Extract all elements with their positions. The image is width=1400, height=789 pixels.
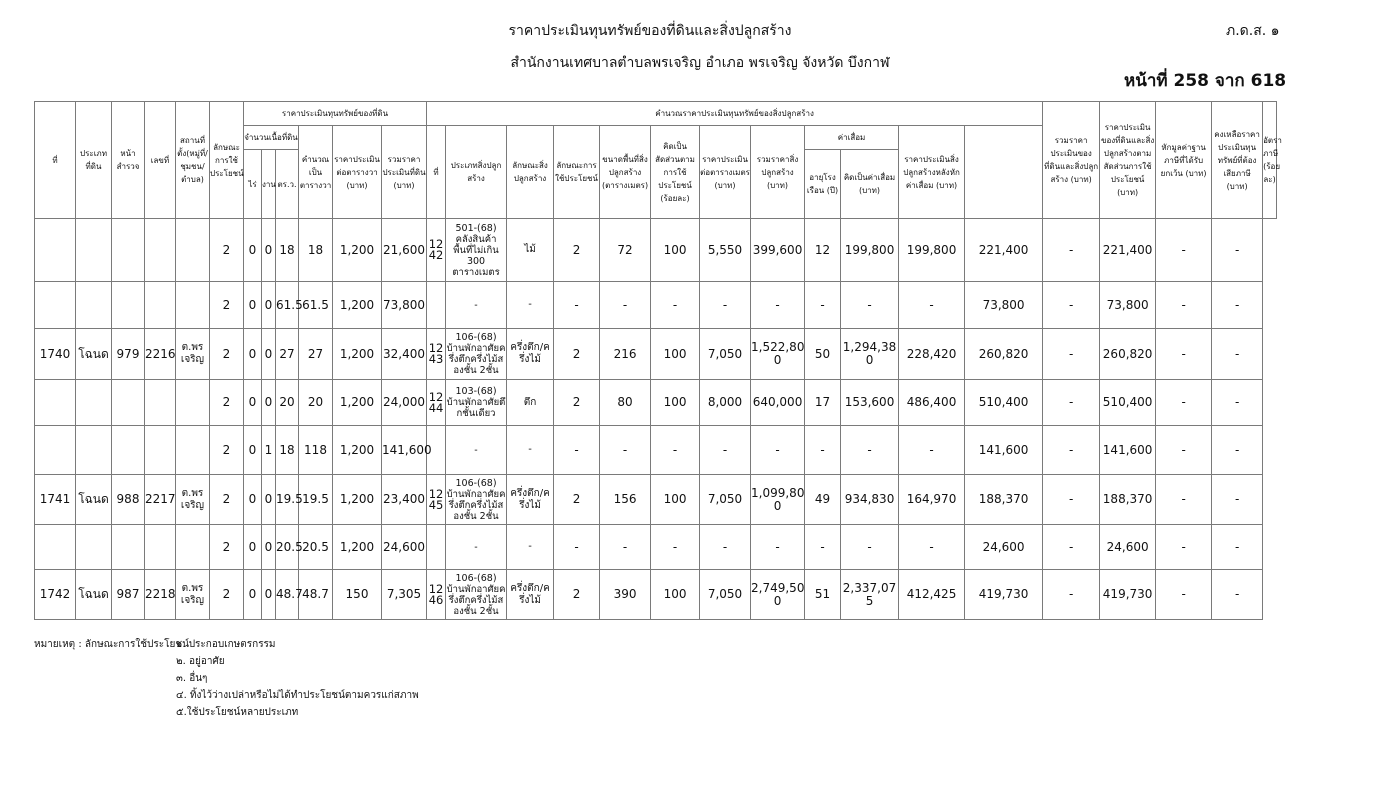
cell-tax-rate: -	[1212, 475, 1263, 525]
cell-building-size: -	[600, 426, 651, 475]
header-building-no: ที่	[427, 126, 446, 219]
cell-land-total: 21,600	[382, 219, 427, 282]
footnote-item: ๔. ทิ้งไว้ว่างเปล่าหรือไม่ได้ทำประโยชน์ตามควรแก่สภาพ	[176, 690, 419, 701]
cell-building-price-m2: 7,050	[700, 475, 751, 525]
cell-tax-rate: -	[1212, 426, 1263, 475]
header-taxable: คงเหลือราคาประเมินทุนทรัพย์ที่ต้องเสียภาษี (บาท)	[1212, 102, 1263, 219]
cell-land-use: 2	[210, 219, 244, 282]
header-survey-page: หน้าสำรวจ	[112, 102, 145, 219]
footnote-lead: หมายเหตุ : ลักษณะการใช้ประโยชน์	[34, 639, 189, 650]
table-row	[35, 525, 1277, 570]
cell-building-total: 1,099,80 0	[751, 475, 805, 525]
cell-total-value: 141,600	[965, 426, 1043, 475]
cell-taxable: -	[1156, 329, 1212, 380]
cell-total-value: 188,370	[965, 475, 1043, 525]
cell-deduction: 24,600	[1100, 525, 1156, 570]
cell-taxable: -	[1156, 475, 1212, 525]
cell-sq-wa-total: 19.5	[299, 475, 333, 525]
cell-taxable: -	[1156, 282, 1212, 329]
cell-building-price-m2: 7,050	[700, 570, 751, 620]
cell-rai: 0	[244, 426, 262, 475]
header-location: สถานที่ตั้ง(หมู่ที่/ชุมชน/ตำบล)	[176, 102, 210, 219]
page-indicator: หน้าที่ 258 จาก 618	[1124, 71, 1287, 91]
cell-ngan: 0	[262, 380, 276, 426]
cell-record-no: 1742	[35, 570, 76, 620]
cell-depreciation-age: 51	[805, 570, 841, 620]
cell-survey-page: 987	[112, 570, 145, 620]
cell-taxable: -	[1156, 426, 1212, 475]
cell-building-size: 80	[600, 380, 651, 426]
cell-depreciation-value: -	[841, 525, 899, 570]
cell-building-share: -	[651, 426, 700, 475]
cell-sq-wa-total: 27	[299, 329, 333, 380]
header-doc-no: เลขที่	[145, 102, 176, 219]
cell-land-total: 73,800	[382, 282, 427, 329]
cell-land-total: 23,400	[382, 475, 427, 525]
header-building-price-m2: ราคาประเมินต่อตารางเมตร (บาท)	[700, 126, 751, 219]
cell-price-per-wa: 1,200	[333, 380, 382, 426]
cell-wa: 48.7	[276, 570, 299, 620]
cell-building-total: -	[751, 426, 805, 475]
cell-share-value: -	[1043, 219, 1100, 282]
cell-depreciation-age: 49	[805, 475, 841, 525]
cell-wa: 18	[276, 426, 299, 475]
header-building-share: คิดเป็นสัดส่วนตามการใช้ประโยชน์ (ร้อยละ)	[651, 126, 700, 219]
cell-building-price-m2: -	[700, 426, 751, 475]
cell-taxable: -	[1156, 380, 1212, 426]
cell-building-no: 12 45	[427, 475, 446, 525]
cell-doc-no	[145, 525, 176, 570]
cell-price-per-wa: 1,200	[333, 426, 382, 475]
cell-land-use: 2	[210, 282, 244, 329]
cell-depreciation-value: 199,800	[841, 219, 899, 282]
cell-building-share: 100	[651, 570, 700, 620]
cell-land-total: 141,600	[382, 426, 427, 475]
cell-building-size: 216	[600, 329, 651, 380]
footnote-item: ๑. ประกอบเกษตรกรรม	[176, 639, 276, 650]
cell-ngan: 0	[262, 329, 276, 380]
cell-building-size: 390	[600, 570, 651, 620]
cell-building-kind: -	[507, 282, 554, 329]
cell-building-type: -	[446, 426, 507, 475]
cell-land-use: 2	[210, 426, 244, 475]
office-name: สำนักงานเทศบาลตำบลพรเจริญ อำเภอ พรเจริญ จังหวัด บึงกาฬ	[510, 55, 890, 71]
cell-share-value: -	[1043, 570, 1100, 620]
header-price-per-wa: ราคาประเมินต่อตารางวา (บาท)	[333, 126, 382, 219]
cell-survey-page	[112, 380, 145, 426]
cell-building-no: 12 44	[427, 380, 446, 426]
cell-wa: 20.5	[276, 525, 299, 570]
cell-total-value: 73,800	[965, 282, 1043, 329]
cell-ngan: 0	[262, 570, 276, 620]
cell-location: ต.พร เจริญ	[176, 570, 210, 620]
cell-deed-type: โฉนด	[76, 475, 112, 525]
cell-tax-rate: -	[1212, 329, 1263, 380]
form-code: ภ.ด.ส. ๑	[1226, 23, 1280, 39]
cell-share-value: -	[1043, 525, 1100, 570]
cell-building-share: -	[651, 282, 700, 329]
cell-ngan: 1	[262, 426, 276, 475]
cell-rai: 0	[244, 570, 262, 620]
cell-land-use: 2	[210, 525, 244, 570]
table-row	[35, 475, 1277, 525]
cell-tax-rate: -	[1212, 219, 1263, 282]
cell-building-use: 2	[554, 219, 600, 282]
cell-location	[176, 282, 210, 329]
header-land-total: รวมราคาประเมินที่ดิน (บาท)	[382, 126, 427, 219]
cell-share-value: -	[1043, 329, 1100, 380]
cell-land-use: 2	[210, 380, 244, 426]
cell-depreciation-value: 153,600	[841, 380, 899, 426]
cell-building-type: 501-(68) คลังสินค้า พื้นที่ไม่เกิน 300 ตารางเมตร	[446, 219, 507, 282]
cell-building-kind: ครึ่งตึก/ค รึ่งไม้	[507, 475, 554, 525]
cell-building-net: 228,420	[899, 329, 965, 380]
cell-depreciation-value: -	[841, 426, 899, 475]
header-no: ที่	[35, 102, 76, 219]
cell-building-use: 2	[554, 475, 600, 525]
cell-building-no: 12 46	[427, 570, 446, 620]
cell-price-per-wa: 1,200	[333, 219, 382, 282]
header-land-group: ราคาประเมินทุนทรัพย์ของที่ดิน	[244, 102, 427, 126]
header-building-net: ราคาประเมินสิ่งปลูกสร้างหลังหักค่าเสื่อม (บาท)	[899, 126, 965, 219]
cell-sq-wa-total: 48.7	[299, 570, 333, 620]
cell-price-per-wa: 150	[333, 570, 382, 620]
table-row	[35, 329, 1277, 380]
cell-doc-no	[145, 282, 176, 329]
cell-building-total: 1,522,80 0	[751, 329, 805, 380]
cell-record-no: 1740	[35, 329, 76, 380]
header-depreciation-value: คิดเป็นค่าเสื่อม (บาท)	[841, 150, 899, 219]
cell-wa: 20	[276, 380, 299, 426]
cell-building-type: 103-(68) บ้านพักอาศัยตึ กชั้นเดียว	[446, 380, 507, 426]
cell-deduction: 188,370	[1100, 475, 1156, 525]
header-deed-type: ประเภทที่ดิน	[76, 102, 112, 219]
cell-building-total: -	[751, 282, 805, 329]
cell-survey-page	[112, 219, 145, 282]
cell-tax-rate: -	[1212, 282, 1263, 329]
cell-rai: 0	[244, 525, 262, 570]
cell-doc-no	[145, 219, 176, 282]
cell-doc-no: 2217	[145, 475, 176, 525]
cell-doc-no	[145, 426, 176, 475]
cell-deed-type	[76, 426, 112, 475]
cell-building-kind: -	[507, 426, 554, 475]
cell-tax-rate: -	[1212, 570, 1263, 620]
cell-building-net: 164,970	[899, 475, 965, 525]
cell-tax-rate: -	[1212, 380, 1263, 426]
cell-building-use: -	[554, 426, 600, 475]
cell-deduction: 510,400	[1100, 380, 1156, 426]
cell-building-price-m2: 8,000	[700, 380, 751, 426]
cell-rai: 0	[244, 282, 262, 329]
cell-sq-wa-total: 118	[299, 426, 333, 475]
cell-building-use: -	[554, 525, 600, 570]
cell-depreciation-age: 50	[805, 329, 841, 380]
footnote-item: ๓. อื่นๆ	[176, 673, 208, 684]
cell-building-no: 12 43	[427, 329, 446, 380]
cell-building-kind: -	[507, 525, 554, 570]
cell-record-no	[35, 426, 76, 475]
cell-deduction: 419,730	[1100, 570, 1156, 620]
cell-wa: 61.5	[276, 282, 299, 329]
cell-building-use: 2	[554, 570, 600, 620]
cell-land-total: 24,600	[382, 525, 427, 570]
cell-building-use: -	[554, 282, 600, 329]
cell-location: ต.พร เจริญ	[176, 475, 210, 525]
cell-share-value: -	[1043, 426, 1100, 475]
cell-building-use: 2	[554, 380, 600, 426]
cell-deed-type	[76, 380, 112, 426]
cell-building-share: 100	[651, 219, 700, 282]
cell-record-no	[35, 380, 76, 426]
cell-building-kind: ไม้	[507, 219, 554, 282]
cell-price-per-wa: 1,200	[333, 329, 382, 380]
cell-wa: 19.5	[276, 475, 299, 525]
cell-share-value: -	[1043, 380, 1100, 426]
cell-depreciation-value: -	[841, 282, 899, 329]
cell-building-use: 2	[554, 329, 600, 380]
header-land-use: ลักษณะการใช้ประโยชน์	[210, 102, 244, 219]
cell-survey-page	[112, 426, 145, 475]
cell-sq-wa-total: 18	[299, 219, 333, 282]
cell-wa: 27	[276, 329, 299, 380]
cell-deduction: 221,400	[1100, 219, 1156, 282]
cell-building-type: -	[446, 282, 507, 329]
cell-price-per-wa: 1,200	[333, 282, 382, 329]
cell-building-type: 106-(68) บ้านพักอาศัยค รึ่งตึกครึ่งไม้ส องชั้น 2ชั้น	[446, 475, 507, 525]
cell-building-price-m2: 5,550	[700, 219, 751, 282]
cell-rai: 0	[244, 329, 262, 380]
cell-deed-type	[76, 219, 112, 282]
cell-building-net: 486,400	[899, 380, 965, 426]
cell-building-kind: ครึ่งตึก/ค รึ่งไม้	[507, 570, 554, 620]
cell-building-size: 72	[600, 219, 651, 282]
cell-depreciation-age: -	[805, 525, 841, 570]
cell-depreciation-age: -	[805, 426, 841, 475]
cell-deduction: 73,800	[1100, 282, 1156, 329]
header-tax-rate: อัตราภาษี (ร้อยละ)	[1263, 102, 1277, 219]
header-building-total: รวมราคาสิ่งปลูกสร้าง (บาท)	[751, 126, 805, 219]
cell-location: ต.พร เจริญ	[176, 329, 210, 380]
cell-rai: 0	[244, 475, 262, 525]
cell-building-no: 12 42	[427, 219, 446, 282]
cell-share-value: -	[1043, 475, 1100, 525]
cell-building-size: 156	[600, 475, 651, 525]
header-sq-wa-total: คำนวณเป็นตารางวา	[299, 126, 333, 219]
cell-deed-type	[76, 282, 112, 329]
cell-building-net: -	[899, 525, 965, 570]
cell-building-size: -	[600, 525, 651, 570]
cell-building-kind: ตึก	[507, 380, 554, 426]
cell-building-net: 199,800	[899, 219, 965, 282]
cell-total-value: 510,400	[965, 380, 1043, 426]
header-building-size: ขนาดพื้นที่สิ่งปลูกสร้าง (ตารางเมตร)	[600, 126, 651, 219]
assessment-table	[34, 101, 1282, 620]
cell-survey-page: 988	[112, 475, 145, 525]
cell-land-total: 7,305	[382, 570, 427, 620]
cell-building-share: 100	[651, 329, 700, 380]
footnote-item: ๒. อยู่อาศัย	[176, 656, 225, 667]
cell-land-use: 2	[210, 570, 244, 620]
cell-rai: 0	[244, 219, 262, 282]
cell-location	[176, 426, 210, 475]
cell-taxable: -	[1156, 570, 1212, 620]
cell-ngan: 0	[262, 219, 276, 282]
cell-location	[176, 525, 210, 570]
cell-sq-wa-total: 20.5	[299, 525, 333, 570]
cell-building-net: -	[899, 426, 965, 475]
cell-building-price-m2: 7,050	[700, 329, 751, 380]
cell-deed-type: โฉนด	[76, 329, 112, 380]
header-ngan: งาน	[262, 150, 276, 219]
cell-building-price-m2: -	[700, 282, 751, 329]
cell-building-type: -	[446, 525, 507, 570]
cell-record-no: 1741	[35, 475, 76, 525]
header-rai: ไร่	[244, 150, 262, 219]
header-depreciation-age: อายุโรงเรือน (ปี)	[805, 150, 841, 219]
cell-total-value: 24,600	[965, 525, 1043, 570]
cell-ngan: 0	[262, 475, 276, 525]
cell-sq-wa-total: 20	[299, 380, 333, 426]
cell-sq-wa-total: 61.5	[299, 282, 333, 329]
cell-depreciation-age: -	[805, 282, 841, 329]
cell-doc-no: 2216	[145, 329, 176, 380]
header-building-use: ลักษณะการใช้ประโยชน์	[554, 126, 600, 219]
cell-land-total: 24,000	[382, 380, 427, 426]
cell-depreciation-value: 934,830	[841, 475, 899, 525]
table-row	[35, 219, 1277, 282]
cell-building-price-m2: -	[700, 525, 751, 570]
cell-building-total: 2,749,50 0	[751, 570, 805, 620]
cell-building-share: -	[651, 525, 700, 570]
header-building-type: ประเภทสิ่งปลูกสร้าง	[446, 126, 507, 219]
cell-wa: 18	[276, 219, 299, 282]
header-total-value: รวมราคาประเมินของที่ดินและสิ่งปลูกสร้าง (บาท)	[1043, 102, 1100, 219]
cell-deduction: 260,820	[1100, 329, 1156, 380]
cell-depreciation-value: 2,337,07 5	[841, 570, 899, 620]
header-depreciation-group: ค่าเสื่อม	[805, 126, 899, 150]
header-area-group: จำนวนเนื้อที่ดิน	[244, 126, 299, 150]
cell-survey-page	[112, 282, 145, 329]
cell-ngan: 0	[262, 282, 276, 329]
table-row	[35, 570, 1277, 620]
header-deduction: หักมูลค่าฐานภาษีที่ได้รับยกเว้น (บาท)	[1156, 102, 1212, 219]
cell-doc-no	[145, 380, 176, 426]
cell-total-value: 260,820	[965, 329, 1043, 380]
header-share-value: ราคาประเมินของที่ดินและสิ่งปลูกสร้างตามสัดส่วนการใช้ประโยชน์ (บาท)	[1100, 102, 1156, 219]
cell-record-no	[35, 525, 76, 570]
cell-building-size: -	[600, 282, 651, 329]
cell-location	[176, 380, 210, 426]
cell-building-share: 100	[651, 380, 700, 426]
header-building-group: คำนวณราคาประเมินทุนทรัพย์ของสิ่งปลูกสร้าง	[427, 102, 1043, 126]
cell-taxable: -	[1156, 525, 1212, 570]
cell-land-use: 2	[210, 475, 244, 525]
cell-survey-page	[112, 525, 145, 570]
footnote-item: ๕.ใช้ประโยชน์หลายประเภท	[176, 707, 299, 718]
cell-record-no	[35, 282, 76, 329]
cell-depreciation-value: 1,294,38 0	[841, 329, 899, 380]
cell-deed-type	[76, 525, 112, 570]
cell-building-total: 640,000	[751, 380, 805, 426]
header-wa: ตร.ว.	[276, 150, 299, 219]
cell-price-per-wa: 1,200	[333, 525, 382, 570]
table-row	[35, 380, 1277, 426]
cell-location	[176, 219, 210, 282]
table-row	[35, 426, 1277, 475]
cell-building-total: 399,600	[751, 219, 805, 282]
cell-depreciation-age: 12	[805, 219, 841, 282]
footnotes	[34, 636, 419, 721]
cell-taxable: -	[1156, 219, 1212, 282]
table-row	[35, 282, 1277, 329]
cell-share-value: -	[1043, 282, 1100, 329]
cell-deduction: 141,600	[1100, 426, 1156, 475]
cell-building-net: 412,425	[899, 570, 965, 620]
cell-building-type: 106-(68) บ้านพักอาศัยค รึ่งตึกครึ่งไม้ส องชั้น 2ชั้น	[446, 570, 507, 620]
cell-rai: 0	[244, 380, 262, 426]
cell-building-no	[427, 282, 446, 329]
cell-building-type: 106-(68) บ้านพักอาศัยค รึ่งตึกครึ่งไม้ส องชั้น 2ชั้น	[446, 329, 507, 380]
cell-total-value: 221,400	[965, 219, 1043, 282]
cell-survey-page: 979	[112, 329, 145, 380]
cell-building-total: -	[751, 525, 805, 570]
document-title: ราคาประเมินทุนทรัพย์ของที่ดินและสิ่งปลูกสร้าง	[508, 23, 792, 39]
cell-depreciation-age: 17	[805, 380, 841, 426]
cell-building-no	[427, 525, 446, 570]
cell-price-per-wa: 1,200	[333, 475, 382, 525]
cell-tax-rate: -	[1212, 525, 1263, 570]
cell-doc-no: 2218	[145, 570, 176, 620]
cell-building-net: -	[899, 282, 965, 329]
cell-land-total: 32,400	[382, 329, 427, 380]
header-building-kind: ลักษณะสิ่งปลูกสร้าง	[507, 126, 554, 219]
cell-building-kind: ครึ่งตึก/ค รึ่งไม้	[507, 329, 554, 380]
cell-ngan: 0	[262, 525, 276, 570]
cell-land-use: 2	[210, 329, 244, 380]
cell-total-value: 419,730	[965, 570, 1043, 620]
cell-deed-type: โฉนด	[76, 570, 112, 620]
cell-record-no	[35, 219, 76, 282]
cell-building-share: 100	[651, 475, 700, 525]
